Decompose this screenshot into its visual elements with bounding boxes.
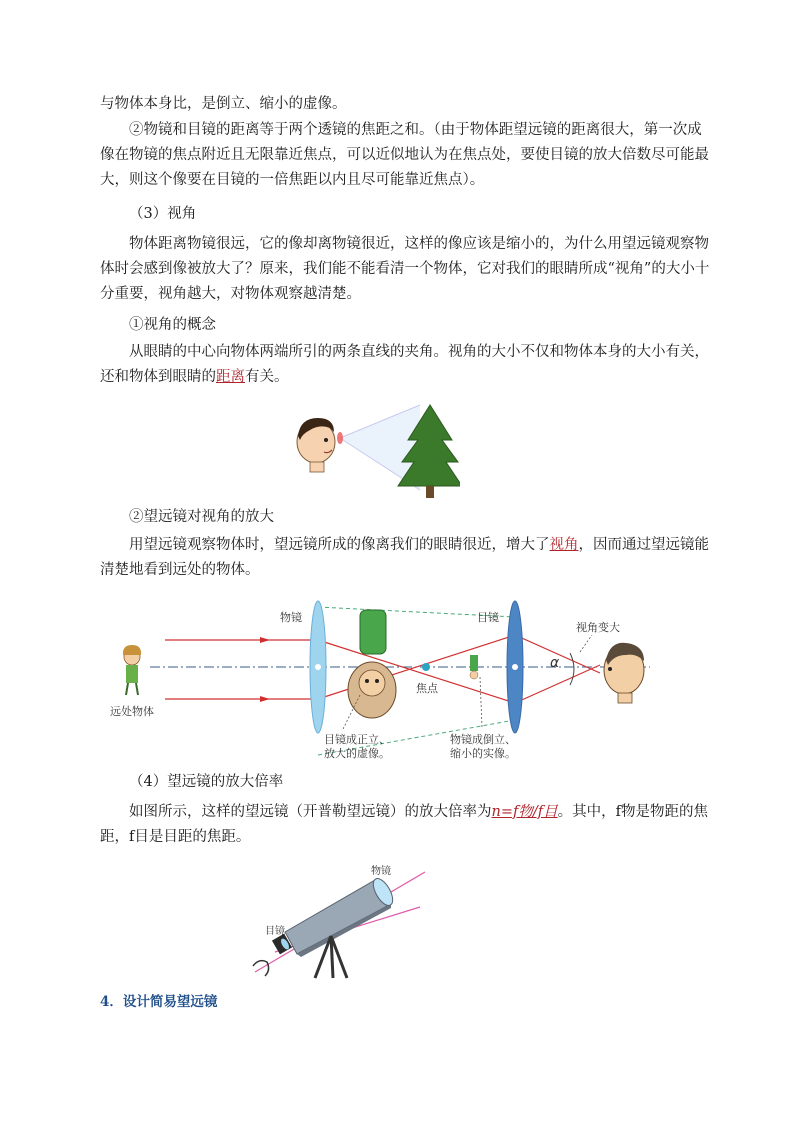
section-heading-magnification: （4）望远镜的放大倍率 [129,774,284,790]
eyepiece-label: 目镜 [477,611,499,624]
paragraph-1: 与物体本身比，是倒立、缩小的虚像。 [100,96,347,112]
real-image-pointer [480,677,482,727]
paragraph-3: 物体距离物镜很远，它的像却离物镜很近，这样的像应该是缩小的，为什么用望远镜观察物体时会感到像被放大了？原来，我们能不能看清一个物体，它对我们的眼睛所成“视角”的大小十分重要，视角越大，对物体观察越清楚。 [100,236,710,302]
real-image-figure-icon [470,655,478,679]
paragraph-8 [100,800,716,850]
far-object-label: 远处物体 [110,705,154,718]
paragraph-7 [100,533,716,583]
p8-text-a: 如图所示，这样的望远镜（开普勒望远镜）的放大倍率为 [129,804,492,820]
ray-arrow-icon [260,696,270,702]
paragraph-5 [100,340,716,390]
view-angle-illustration [290,400,460,500]
virtual-image-figure-icon [348,610,396,718]
alpha-label: α [550,655,560,671]
eyepiece-lens-center [512,664,518,670]
p7-text-a: 用望远镜观察物体时，望远镜所成的像离我们的眼睛很近，增大了 [129,537,550,553]
virtual-image-note-2: 放大的虚像。 [324,747,390,760]
ray-arrow-icon [260,637,270,643]
angle-arc [570,653,574,685]
far-object-icon [123,645,141,695]
subheading-concept: ①视角的概念 [129,317,216,333]
telescope-illustration [245,862,425,980]
focus-label: 焦点 [416,682,438,695]
eye-marker-icon [337,432,343,444]
child-head-icon [297,418,335,472]
focal-point [422,663,430,671]
angle-label-pointer [580,635,592,652]
p5-text-a: 从眼睛的中心向物体两端所引的两条直线的夹角。视角的大小不仅和物体本身的大小有关，还和物体到眼睛的 [100,344,709,385]
section-heading-view-angle: （3）视角 [129,206,197,222]
telescope-ray-diagram [110,595,670,770]
p5-text-b: 有关。 [245,369,289,385]
view-angle-link[interactable]: 视角 [549,537,579,553]
p8-text-b: 。其中，f物是物距的焦距，f目是目距的焦距。 [100,804,708,845]
magnification-formula[interactable]: n=f物/f目 [491,804,558,820]
distance-link[interactable]: 距离 [216,369,245,385]
angle-increase-label: 视角变大 [576,621,620,634]
observer-head-icon [604,643,644,703]
paragraph-2: ②物镜和目镜的距离等于两个透镜的焦距之和。（由于物体距望远镜的距离很大，第一次成像在物镜的焦点附近且无限靠近焦点，可以近似地认为在焦点处，要使目镜的放大倍数尽可能最大，则这个像要在目镜的一倍焦距以内且尽可能靠近焦点）。 [100,122,709,188]
subheading-angle-magnification: ②望远镜对视角的放大 [129,509,274,525]
telescope-objective-label: 物镜 [371,866,391,877]
virtual-image-note-1: 目镜成正立、 [324,733,390,746]
objective-label: 物镜 [280,611,302,624]
telescope-eyepiece-label: 目镜 [265,926,285,937]
section-heading-design: 4．设计简易望远镜 [100,994,218,1010]
objective-lens-center [315,664,321,670]
real-image-note-1: 物镜成倒立、 [450,733,516,746]
p7-text-b: ，因而通过望远镜能清楚地看到远处的物体。 [100,537,709,578]
real-image-note-2: 缩小的实像。 [450,747,516,760]
